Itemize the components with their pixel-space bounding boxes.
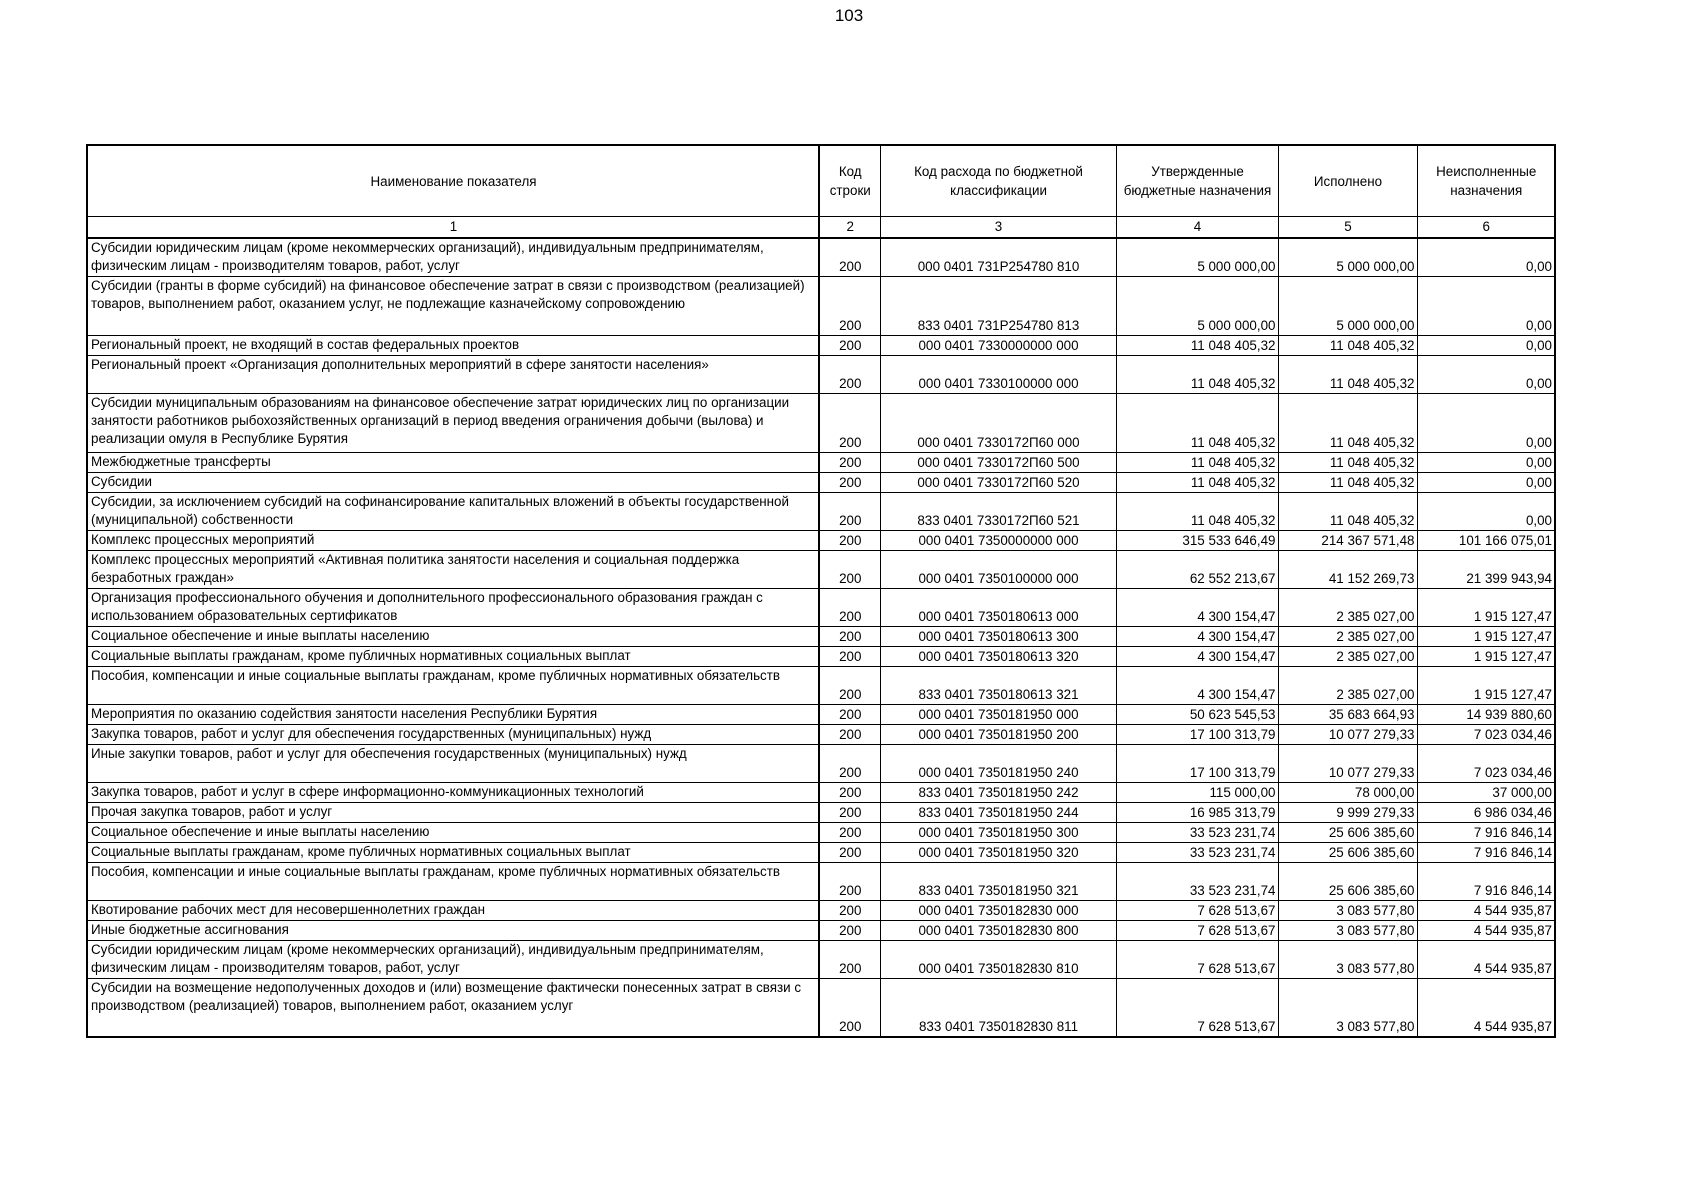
row-line-code: 200 <box>819 940 880 978</box>
row-name: Субсидии муниципальным образованиям на финансовое обеспечение затрат юридических лиц по организации занятости работников рыбохозяйственных организаций в период введения ограничения добычи (вылова) и реализации омуля в Республике Бурятия <box>87 393 819 452</box>
row-unexecuted: 0,00 <box>1417 393 1555 452</box>
row-budget-code: 000 0401 7330172П60 000 <box>880 393 1116 452</box>
row-name: Межбюджетные трансферты <box>87 452 819 472</box>
row-name: Субсидии, за исключением субсидий на софинансирование капитальных вложений в объекты государственной (муниципальной) собственности <box>87 492 819 530</box>
row-unexecuted: 0,00 <box>1417 238 1555 276</box>
row-line-code: 200 <box>819 238 880 276</box>
row-name: Субсидии (гранты в форме субсидий) на финансовое обеспечение затрат в связи с производством (реализацией) товаров, выполнением работ, оказанием услуг, не подлежащие казначейскому сопровождению <box>87 276 819 335</box>
row-approved: 33 523 231,74 <box>1116 822 1278 842</box>
header-budget-code: Код расхода по бюджетной классификации <box>880 145 1116 217</box>
row-approved: 62 552 213,67 <box>1116 550 1278 588</box>
row-unexecuted: 1 915 127,47 <box>1417 626 1555 646</box>
row-line-code: 200 <box>819 704 880 724</box>
row-executed: 78 000,00 <box>1278 782 1417 802</box>
row-name: Мероприятия по оказанию содействия занятости населения Республики Бурятия <box>87 704 819 724</box>
row-name: Социальные выплаты гражданам, кроме публичных нормативных социальных выплат <box>87 646 819 666</box>
row-budget-code: 000 0401 7330172П60 520 <box>880 472 1116 492</box>
row-executed: 11 048 405,32 <box>1278 492 1417 530</box>
header-line-code: Код строки <box>819 145 880 217</box>
row-executed: 10 077 279,33 <box>1278 724 1417 744</box>
table-row <box>87 704 1555 724</box>
row-executed: 2 385 027,00 <box>1278 666 1417 704</box>
row-executed: 3 083 577,80 <box>1278 900 1417 920</box>
row-approved: 5 000 000,00 <box>1116 238 1278 276</box>
row-approved: 33 523 231,74 <box>1116 862 1278 900</box>
row-executed: 11 048 405,32 <box>1278 355 1417 393</box>
row-line-code: 200 <box>819 530 880 550</box>
row-budget-code: 000 0401 7350182830 800 <box>880 920 1116 940</box>
row-approved: 11 048 405,32 <box>1116 492 1278 530</box>
row-line-code: 200 <box>819 588 880 626</box>
row-line-code: 200 <box>819 335 880 355</box>
row-budget-code: 833 0401 7350181950 242 <box>880 782 1116 802</box>
table-row <box>87 393 1555 452</box>
row-name: Региональный проект, не входящий в состав федеральных проектов <box>87 335 819 355</box>
row-line-code: 200 <box>819 822 880 842</box>
row-executed: 25 606 385,60 <box>1278 822 1417 842</box>
column-number: 5 <box>1278 217 1417 239</box>
row-name: Субсидии юридическим лицам (кроме некоммерческих организаций), индивидуальным предпринимателям, физическим лицам - производителям товаров, работ, услуг <box>87 238 819 276</box>
row-approved: 11 048 405,32 <box>1116 355 1278 393</box>
table-row <box>87 276 1555 335</box>
row-approved: 7 628 513,67 <box>1116 978 1278 1037</box>
row-budget-code: 833 0401 7350180613 321 <box>880 666 1116 704</box>
row-executed: 41 152 269,73 <box>1278 550 1417 588</box>
row-line-code: 200 <box>819 646 880 666</box>
row-approved: 4 300 154,47 <box>1116 666 1278 704</box>
row-unexecuted: 4 544 935,87 <box>1417 900 1555 920</box>
row-approved: 17 100 313,79 <box>1116 744 1278 782</box>
page-number: 103 <box>834 6 864 25</box>
header-name: Наименование показателя <box>87 145 819 217</box>
row-line-code: 200 <box>819 452 880 472</box>
row-executed: 11 048 405,32 <box>1278 472 1417 492</box>
row-line-code: 200 <box>819 472 880 492</box>
row-budget-code: 000 0401 7350182830 810 <box>880 940 1116 978</box>
table-row <box>87 978 1555 1037</box>
row-budget-code: 000 0401 7330100000 000 <box>880 355 1116 393</box>
row-approved: 33 523 231,74 <box>1116 842 1278 862</box>
row-unexecuted: 7 916 846,14 <box>1417 822 1555 842</box>
row-name: Квотирование рабочих мест для несовершеннолетних граждан <box>87 900 819 920</box>
row-executed: 11 048 405,32 <box>1278 452 1417 472</box>
row-name: Закупка товаров, работ и услуг для обеспечения государственных (муниципальных) нужд <box>87 724 819 744</box>
row-budget-code: 000 0401 7350181950 300 <box>880 822 1116 842</box>
row-line-code: 200 <box>819 920 880 940</box>
table-row <box>87 940 1555 978</box>
row-name: Иные закупки товаров, работ и услуг для обеспечения государственных (муниципальных) нужд <box>87 744 819 782</box>
budget-execution-table <box>86 144 1556 1038</box>
row-approved: 16 985 313,79 <box>1116 802 1278 822</box>
row-name: Организация профессионального обучения и дополнительного профессионального образования граждан с использованием образовательных сертификатов <box>87 588 819 626</box>
row-unexecuted: 7 023 034,46 <box>1417 744 1555 782</box>
row-name: Социальные выплаты гражданам, кроме публичных нормативных социальных выплат <box>87 842 819 862</box>
row-unexecuted: 0,00 <box>1417 276 1555 335</box>
column-number: 4 <box>1116 217 1278 239</box>
row-line-code: 200 <box>819 666 880 704</box>
table-row <box>87 862 1555 900</box>
column-number: 3 <box>880 217 1116 239</box>
row-approved: 4 300 154,47 <box>1116 646 1278 666</box>
table-row <box>87 452 1555 472</box>
row-unexecuted: 21 399 943,94 <box>1417 550 1555 588</box>
row-approved: 4 300 154,47 <box>1116 588 1278 626</box>
row-name: Субсидии юридическим лицам (кроме некоммерческих организаций), индивидуальным предпринимателям, физическим лицам - производителям товаров, работ, услуг <box>87 940 819 978</box>
row-unexecuted: 37 000,00 <box>1417 782 1555 802</box>
row-executed: 5 000 000,00 <box>1278 276 1417 335</box>
row-approved: 5 000 000,00 <box>1116 276 1278 335</box>
row-executed: 25 606 385,60 <box>1278 862 1417 900</box>
row-unexecuted: 0,00 <box>1417 492 1555 530</box>
row-name: Социальное обеспечение и иные выплаты населению <box>87 626 819 646</box>
row-unexecuted: 7 916 846,14 <box>1417 842 1555 862</box>
row-budget-code: 000 0401 7350181950 320 <box>880 842 1116 862</box>
table-row <box>87 920 1555 940</box>
row-name: Субсидии <box>87 472 819 492</box>
row-approved: 11 048 405,32 <box>1116 335 1278 355</box>
row-line-code: 200 <box>819 276 880 335</box>
table-row <box>87 724 1555 744</box>
row-budget-code: 000 0401 7350100000 000 <box>880 550 1116 588</box>
row-budget-code: 000 0401 7350180613 000 <box>880 588 1116 626</box>
row-approved: 4 300 154,47 <box>1116 626 1278 646</box>
row-budget-code: 000 0401 7350180613 300 <box>880 626 1116 646</box>
row-budget-code: 000 0401 7330172П60 500 <box>880 452 1116 472</box>
row-line-code: 200 <box>819 900 880 920</box>
table-row <box>87 238 1555 276</box>
row-approved: 7 628 513,67 <box>1116 920 1278 940</box>
column-number: 6 <box>1417 217 1555 239</box>
row-executed: 35 683 664,93 <box>1278 704 1417 724</box>
row-unexecuted: 0,00 <box>1417 472 1555 492</box>
row-line-code: 200 <box>819 782 880 802</box>
row-approved: 11 048 405,32 <box>1116 472 1278 492</box>
table-row <box>87 550 1555 588</box>
row-executed: 2 385 027,00 <box>1278 626 1417 646</box>
row-line-code: 200 <box>819 550 880 588</box>
row-name: Региональный проект «Организация дополнительных мероприятий в сфере занятости населения» <box>87 355 819 393</box>
row-name: Комплекс процессных мероприятий «Активная политика занятости населения и социальная поддержка безработных граждан» <box>87 550 819 588</box>
row-executed: 9 999 279,33 <box>1278 802 1417 822</box>
row-unexecuted: 0,00 <box>1417 355 1555 393</box>
row-unexecuted: 4 544 935,87 <box>1417 940 1555 978</box>
row-unexecuted: 7 916 846,14 <box>1417 862 1555 900</box>
row-name: Комплекс процессных мероприятий <box>87 530 819 550</box>
table-row <box>87 842 1555 862</box>
row-line-code: 200 <box>819 744 880 782</box>
row-budget-code: 000 0401 731Р254780 810 <box>880 238 1116 276</box>
row-budget-code: 000 0401 7350181950 240 <box>880 744 1116 782</box>
row-unexecuted: 1 915 127,47 <box>1417 588 1555 626</box>
column-number: 1 <box>87 217 819 239</box>
header-unexecuted: Неисполненные назначения <box>1417 145 1555 217</box>
row-executed: 5 000 000,00 <box>1278 238 1417 276</box>
row-name: Пособия, компенсации и иные социальные выплаты гражданам, кроме публичных нормативных обязательств <box>87 666 819 704</box>
row-line-code: 200 <box>819 393 880 452</box>
table-row <box>87 588 1555 626</box>
row-unexecuted: 14 939 880,60 <box>1417 704 1555 724</box>
table-body <box>87 238 1555 1037</box>
row-executed: 2 385 027,00 <box>1278 646 1417 666</box>
row-executed: 214 367 571,48 <box>1278 530 1417 550</box>
row-line-code: 200 <box>819 724 880 744</box>
row-approved: 7 628 513,67 <box>1116 900 1278 920</box>
row-budget-code: 833 0401 731Р254780 813 <box>880 276 1116 335</box>
row-approved: 11 048 405,32 <box>1116 393 1278 452</box>
row-name: Социальное обеспечение и иные выплаты населению <box>87 822 819 842</box>
table-row <box>87 666 1555 704</box>
table-row <box>87 900 1555 920</box>
row-line-code: 200 <box>819 492 880 530</box>
row-executed: 10 077 279,33 <box>1278 744 1417 782</box>
row-executed: 2 385 027,00 <box>1278 588 1417 626</box>
row-approved: 115 000,00 <box>1116 782 1278 802</box>
row-line-code: 200 <box>819 355 880 393</box>
row-unexecuted: 4 544 935,87 <box>1417 978 1555 1037</box>
row-unexecuted: 1 915 127,47 <box>1417 646 1555 666</box>
row-budget-code: 000 0401 7350000000 000 <box>880 530 1116 550</box>
table-row <box>87 626 1555 646</box>
row-line-code: 200 <box>819 626 880 646</box>
row-budget-code: 000 0401 7350181950 000 <box>880 704 1116 724</box>
row-budget-code: 833 0401 7350181950 244 <box>880 802 1116 822</box>
row-budget-code: 000 0401 7350180613 320 <box>880 646 1116 666</box>
header-executed: Исполнено <box>1278 145 1417 217</box>
row-unexecuted: 101 166 075,01 <box>1417 530 1555 550</box>
row-executed: 11 048 405,32 <box>1278 335 1417 355</box>
table-row <box>87 646 1555 666</box>
table-row <box>87 782 1555 802</box>
row-approved: 17 100 313,79 <box>1116 724 1278 744</box>
row-name: Субсидии на возмещение недополученных доходов и (или) возмещение фактически понесенных затрат в связи с производством (реализацией) товаров, выполнением работ, оказанием услуг <box>87 978 819 1037</box>
row-line-code: 200 <box>819 842 880 862</box>
table-row <box>87 802 1555 822</box>
table-row <box>87 335 1555 355</box>
row-budget-code: 833 0401 7350181950 321 <box>880 862 1116 900</box>
row-approved: 7 628 513,67 <box>1116 940 1278 978</box>
row-unexecuted: 1 915 127,47 <box>1417 666 1555 704</box>
row-unexecuted: 0,00 <box>1417 335 1555 355</box>
row-executed: 11 048 405,32 <box>1278 393 1417 452</box>
row-budget-code: 833 0401 7330172П60 521 <box>880 492 1116 530</box>
row-name: Иные бюджетные ассигнования <box>87 920 819 940</box>
row-approved: 11 048 405,32 <box>1116 452 1278 472</box>
row-line-code: 200 <box>819 862 880 900</box>
row-budget-code: 000 0401 7350182830 000 <box>880 900 1116 920</box>
row-executed: 3 083 577,80 <box>1278 978 1417 1037</box>
header-approved: Утвержденные бюджетные назначения <box>1116 145 1278 217</box>
table-row <box>87 530 1555 550</box>
row-name: Пособия, компенсации и иные социальные выплаты гражданам, кроме публичных нормативных обязательств <box>87 862 819 900</box>
table-row <box>87 472 1555 492</box>
row-budget-code: 000 0401 7330000000 000 <box>880 335 1116 355</box>
row-executed: 3 083 577,80 <box>1278 920 1417 940</box>
row-executed: 3 083 577,80 <box>1278 940 1417 978</box>
row-unexecuted: 4 544 935,87 <box>1417 920 1555 940</box>
table-row <box>87 492 1555 530</box>
row-approved: 50 623 545,53 <box>1116 704 1278 724</box>
table-row <box>87 355 1555 393</box>
row-unexecuted: 0,00 <box>1417 452 1555 472</box>
row-name: Закупка товаров, работ и услуг в сфере информационно-коммуникационных технологий <box>87 782 819 802</box>
row-budget-code: 833 0401 7350182830 811 <box>880 978 1116 1037</box>
row-budget-code: 000 0401 7350181950 200 <box>880 724 1116 744</box>
row-unexecuted: 7 023 034,46 <box>1417 724 1555 744</box>
header-row <box>87 145 1555 217</box>
row-approved: 315 533 646,49 <box>1116 530 1278 550</box>
row-line-code: 200 <box>819 802 880 822</box>
table-row <box>87 744 1555 782</box>
table-row <box>87 822 1555 842</box>
row-executed: 25 606 385,60 <box>1278 842 1417 862</box>
row-unexecuted: 6 986 034,46 <box>1417 802 1555 822</box>
row-line-code: 200 <box>819 978 880 1037</box>
row-name: Прочая закупка товаров, работ и услуг <box>87 802 819 822</box>
column-number: 2 <box>819 217 880 239</box>
column-number-row <box>87 217 1555 239</box>
